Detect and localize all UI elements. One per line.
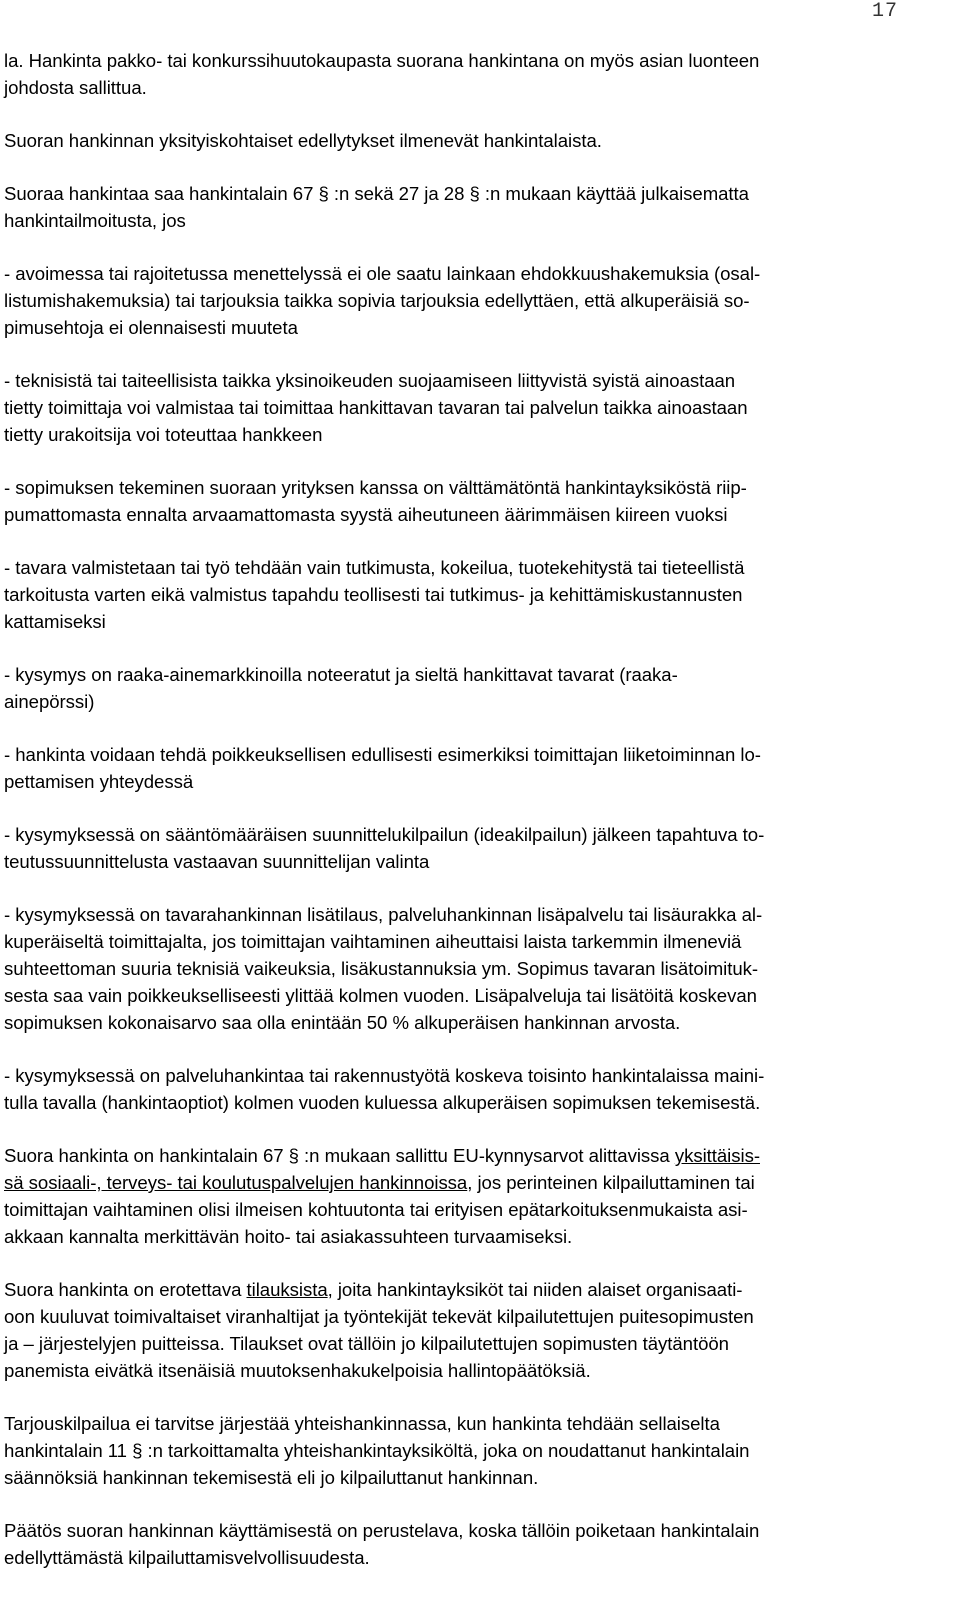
text-line: ja – järjestelyjen puitteissa. Tilaukset ovat tällöin jo kilpailutettujen sopimusten täytäntöön — [4, 1333, 729, 1354]
text-segment: Suora hankinta on hankintalain 67 § :n mukaan sallittu EU-kynnysarvot alittavissa — [4, 1145, 675, 1166]
list-item-5 — [4, 661, 956, 715]
text-line: johdosta sallittua. — [4, 77, 147, 98]
text-segment: , joita hankintayksiköt tai niiden alaiset organisaati- — [327, 1279, 743, 1300]
underlined-text: yksittäisis- — [674, 1145, 760, 1166]
text-line: la. Hankinta pakko- tai konkurssihuutokaupasta suorana hankintana on myös asian luonteen — [4, 50, 760, 71]
text-line: akkaan kannalta merkittävän hoito- tai asiakassuhteen turvaamiseksi. — [4, 1226, 573, 1247]
text-segment: , jos perinteinen kilpailuttaminen tai — [467, 1172, 755, 1193]
text-line: hankintailmoitusta, jos — [4, 210, 186, 231]
text-line: Tarjouskilpailua ei tarvitse järjestää yhteishankinnassa, kun hankinta tehdään sellaiselta — [4, 1413, 720, 1434]
underlined-text: tilauksista — [246, 1279, 328, 1300]
text-line: Päätös suoran hankinnan käyttämisestä on perustelava, koska tällöin poiketaan hankintalain — [4, 1520, 760, 1541]
text-line: hankintalain 11 § :n tarkoittamalta yhteishankintayksiköltä, joka on noudattanut hankintalain — [4, 1440, 750, 1461]
text-line: kuperäiseltä toimittajalta, jos toimittajan vaihtaminen aiheuttaisi laista tarkemmin ilmeneviä — [4, 931, 742, 952]
text-line: Suoraa hankintaa saa hankintalain 67 § :n sekä 27 ja 28 § :n mukaan käyttää julkaisematta — [4, 183, 749, 204]
list-item-6 — [4, 741, 956, 795]
text-line: - tavara valmistetaan tai työ tehdään vain tutkimusta, kokeilua, tuotekehitystä tai tieteellistä — [4, 557, 745, 578]
paragraph-2 — [4, 127, 956, 154]
text-line: edellyttämästä kilpailuttamisvelvollisuudesta. — [4, 1547, 370, 1568]
text-line: - teknisistä tai taiteellisista taikka yksinoikeuden suojaamiseen liittyvistä syistä ainoastaan — [4, 370, 736, 391]
list-item-8 — [4, 901, 956, 1036]
text-line: tulla tavalla (hankintaoptiot) kolmen vuoden kuluessa alkuperäisen sopimuksen tekemisestä. — [4, 1092, 761, 1113]
text-segment: Suora hankinta on erotettava — [4, 1279, 247, 1300]
text-line: pettamisen yhteydessä — [4, 771, 194, 792]
list-item-1 — [4, 260, 956, 341]
text-line: kattamiseksi — [4, 611, 106, 632]
text-line — [4, 1169, 956, 1196]
list-item-7 — [4, 821, 956, 875]
text-line: - hankinta voidaan tehdä poikkeuksellisen edullisesti esimerkiksi toimittajan liiketoiminnan lo- — [4, 744, 761, 765]
text-line: - kysymys on raaka-ainemarkkinoilla noteeratut ja sieltä hankittavat tavarat (raaka- — [4, 664, 678, 685]
document-body — [4, 47, 956, 1597]
text-line: teutussuunnittelusta vastaavan suunnittelijan valinta — [4, 851, 430, 872]
list-item-9 — [4, 1062, 956, 1116]
paragraph-1 — [4, 47, 956, 101]
text-line: suhteettoman suuria teknisiä vaikeuksia, lisäkustannuksia ym. Sopimus tavaran lisätoimituk- — [4, 958, 759, 979]
page-number: 17 — [871, 0, 898, 23]
text-line: ainepörssi) — [4, 691, 95, 712]
paragraph-3 — [4, 180, 956, 234]
text-line: - kysymyksessä on sääntömääräisen suunnittelukilpailun (ideakilpailun) jälkeen tapahtuva to- — [4, 824, 765, 845]
list-item-4 — [4, 554, 956, 635]
paragraph-joint-procurement — [4, 1410, 956, 1491]
text-line: Suoran hankinnan yksityiskohtaiset edellytykset ilmenevät hankintalaista. — [4, 130, 602, 151]
text-line: tietty toimittaja voi valmistaa tai toimittaa hankittavan tavaran tai palvelun taikka ainoastaan — [4, 397, 748, 418]
text-line: säännöksiä hankinnan tekemisestä eli jo kilpailuttanut hankinnan. — [4, 1467, 539, 1488]
text-line: pimusehtoja ei olennaisesti muuteta — [4, 317, 298, 338]
text-line: listumishakemuksia) tai tarjouksia taikka sopivia tarjouksia edellyttäen, että alkuperäisiä so- — [4, 290, 750, 311]
text-line — [4, 1276, 956, 1303]
text-line: sesta saa vain poikkeukselliseesti ylittää kolmen vuoden. Lisäpalveluja tai lisätöitä koskevan — [4, 985, 757, 1006]
text-line — [4, 1142, 956, 1169]
list-item-2 — [4, 367, 956, 448]
text-line: tarkoitusta varten eikä valmistus tapahdu teollisesti tai tutkimus- ja kehittämiskustannusten — [4, 584, 743, 605]
text-line: - kysymyksessä on palveluhankintaa tai rakennustyötä koskeva toisinto hankintalaissa maini- — [4, 1065, 765, 1086]
text-line: sopimuksen kokonaisarvo saa olla enintään 50 % alkuperäisen hankinnan arvosta. — [4, 1012, 681, 1033]
text-line: tietty urakoitsija voi toteuttaa hankkeen — [4, 424, 323, 445]
text-line: - kysymyksessä on tavarahankinnan lisätilaus, palveluhankinnan lisäpalvelu tai lisäurakka al- — [4, 904, 763, 925]
text-line: toimittajan vaihtaminen olisi ilmeisen kohtuutonta tai erityisen epätarkoituksenmukaista asi- — [4, 1199, 748, 1220]
paragraph-social-services — [4, 1142, 956, 1250]
text-line: oon kuuluvat toimivaltaiset viranhaltijat ja työntekijät tekevät kilpailutettujen puitesopimusten — [4, 1306, 754, 1327]
text-line: panemista eivätkä itsenäisiä muutoksenhakukelpoisia hallintopäätöksiä. — [4, 1360, 591, 1381]
underlined-text: sä sosiaali-, terveys- tai koulutuspalvelujen hankinnoissa — [4, 1172, 468, 1193]
text-line: - avoimessa tai rajoitetussa menettelyssä ei ole saatu lainkaan ehdokkuushakemuksia (osal- — [4, 263, 761, 284]
text-line: - sopimuksen tekeminen suoraan yrityksen kanssa on välttämätöntä hankintayksiköstä riip- — [4, 477, 747, 498]
paragraph-orders — [4, 1276, 956, 1384]
list-item-3 — [4, 474, 956, 528]
paragraph-decision — [4, 1517, 956, 1571]
text-line: pumattomasta ennalta arvaamattomasta syystä aiheutuneen äärimmäisen kiireen vuoksi — [4, 504, 728, 525]
